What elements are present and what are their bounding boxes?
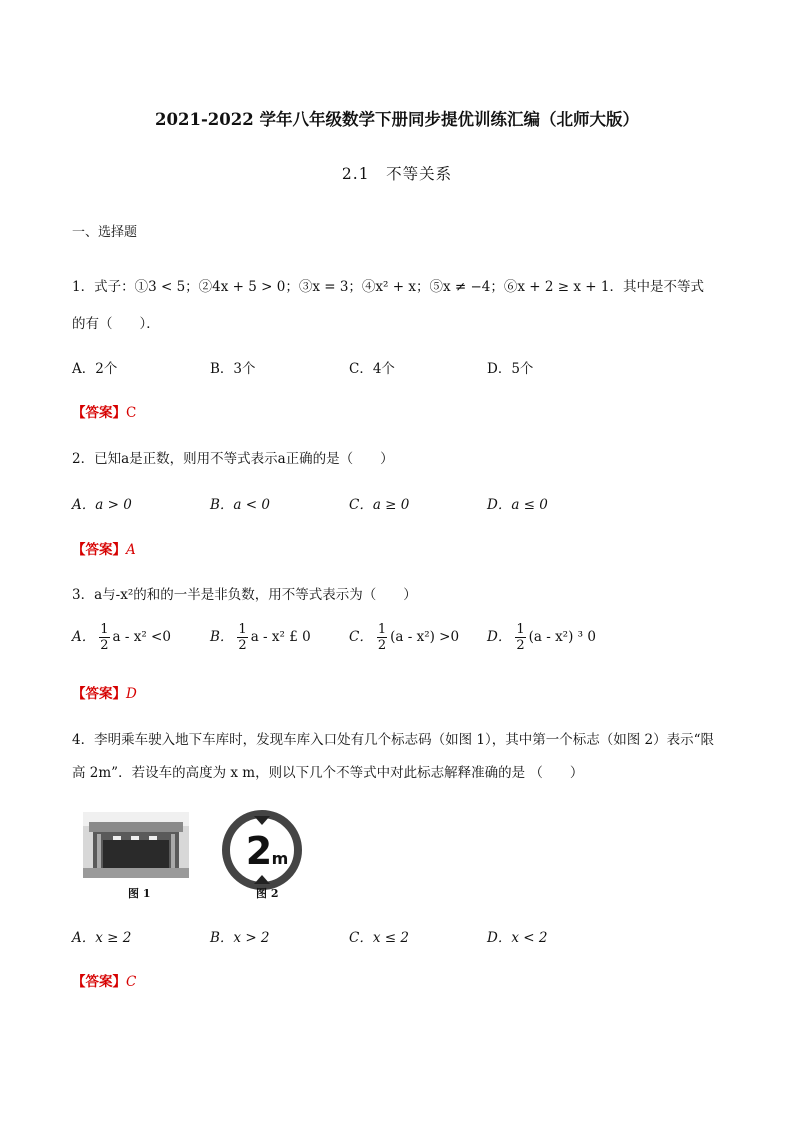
q3-stem: 3．a与-x²的和的一半是非负数，用不等式表示为（ ）: [72, 587, 417, 603]
sign-number: 2: [245, 829, 273, 873]
answer-value: C: [126, 405, 137, 421]
answer-value: A: [126, 542, 136, 558]
q1-option-d: D．5个: [487, 361, 534, 377]
answer-label: 【答案】: [72, 542, 126, 558]
q4-option-a: A．x ≥ 2: [72, 930, 132, 946]
q4-option-b: B．x > 2: [210, 930, 270, 946]
q1-stem-line2: 的有（ ）．: [72, 316, 160, 332]
q4-option-d: D．x < 2: [487, 930, 548, 946]
q3-answer: [72, 682, 137, 702]
section-heading: 一、选择题: [72, 225, 138, 240]
q2-answer: [72, 538, 136, 558]
q2-option-b: B．a < 0: [210, 497, 270, 513]
q4-option-c: C．x ≤ 2: [349, 930, 409, 946]
fraction: $\frac{1}{2}$: [377, 622, 387, 653]
sign-unit: m: [271, 849, 289, 868]
q1-option-a: A．2个: [72, 361, 118, 377]
fraction: $\frac{1}{2}$: [100, 622, 109, 653]
answer-label: 【答案】: [72, 974, 126, 990]
garage-entrance-photo: [83, 812, 189, 878]
q2-option-a: A．a > 0: [72, 497, 132, 513]
fraction: $\frac{1}{2}$: [238, 622, 247, 653]
q2-option-d: D．a ≤ 0: [487, 497, 548, 513]
q2-stem: 2．已知a是正数，则用不等式表示a正确的是（ ）: [72, 451, 394, 467]
q3-option-d: D． $\frac{1}{2}$ (a - x²) ³ 0: [487, 622, 596, 653]
q4-answer: [72, 970, 136, 990]
q2-option-c: C．a ≥ 0: [349, 497, 410, 513]
figure-1-caption: 图 1: [128, 887, 151, 900]
height-limit-sign: [221, 809, 303, 891]
fraction: $\frac{1}{2}$: [516, 622, 525, 653]
q3-option-b: B． $\frac{1}{2}$ a - x² £ 0: [210, 622, 311, 653]
page-subtitle: 2.1 不等关系: [341, 165, 453, 183]
q3-option-c: C． $\frac{1}{2}$ (a - x²) >0: [349, 622, 460, 653]
answer-label: 【答案】: [72, 686, 126, 702]
answer-value: C: [126, 974, 137, 990]
q4-stem-line1: 4．李明乘车驶入地下车库时，发现车库入口处有几个标志码（如图 1），其中第一个标志（如图 2）表示“限: [72, 732, 715, 748]
q4-stem-line2: 高 2m”．若设车的高度为 x m，则以下几个不等式中对此标志解释准确的是 （ ）: [72, 765, 584, 781]
page-title: 2021-2022 学年八年级数学下册同步提优训练汇编（北师大版）: [155, 110, 639, 129]
figure-2-caption: 图 2: [256, 887, 279, 900]
q3-option-a: A． $\frac{1}{2}$ a - x² <0: [72, 622, 171, 653]
answer-label: 【答案】: [72, 405, 126, 421]
q1-option-c: C．4个: [349, 361, 395, 377]
answer-value: D: [126, 686, 137, 702]
q1-stem-line1: 1．式子：①3 < 5；②4x + 5 > 0；③x = 3；④x² + x；⑤x ≠ −4；⑥x + 2 ≥ x + 1．其中是不等式: [72, 279, 704, 295]
q1-option-b: B．3个: [210, 361, 256, 377]
q1-answer: [72, 401, 136, 421]
